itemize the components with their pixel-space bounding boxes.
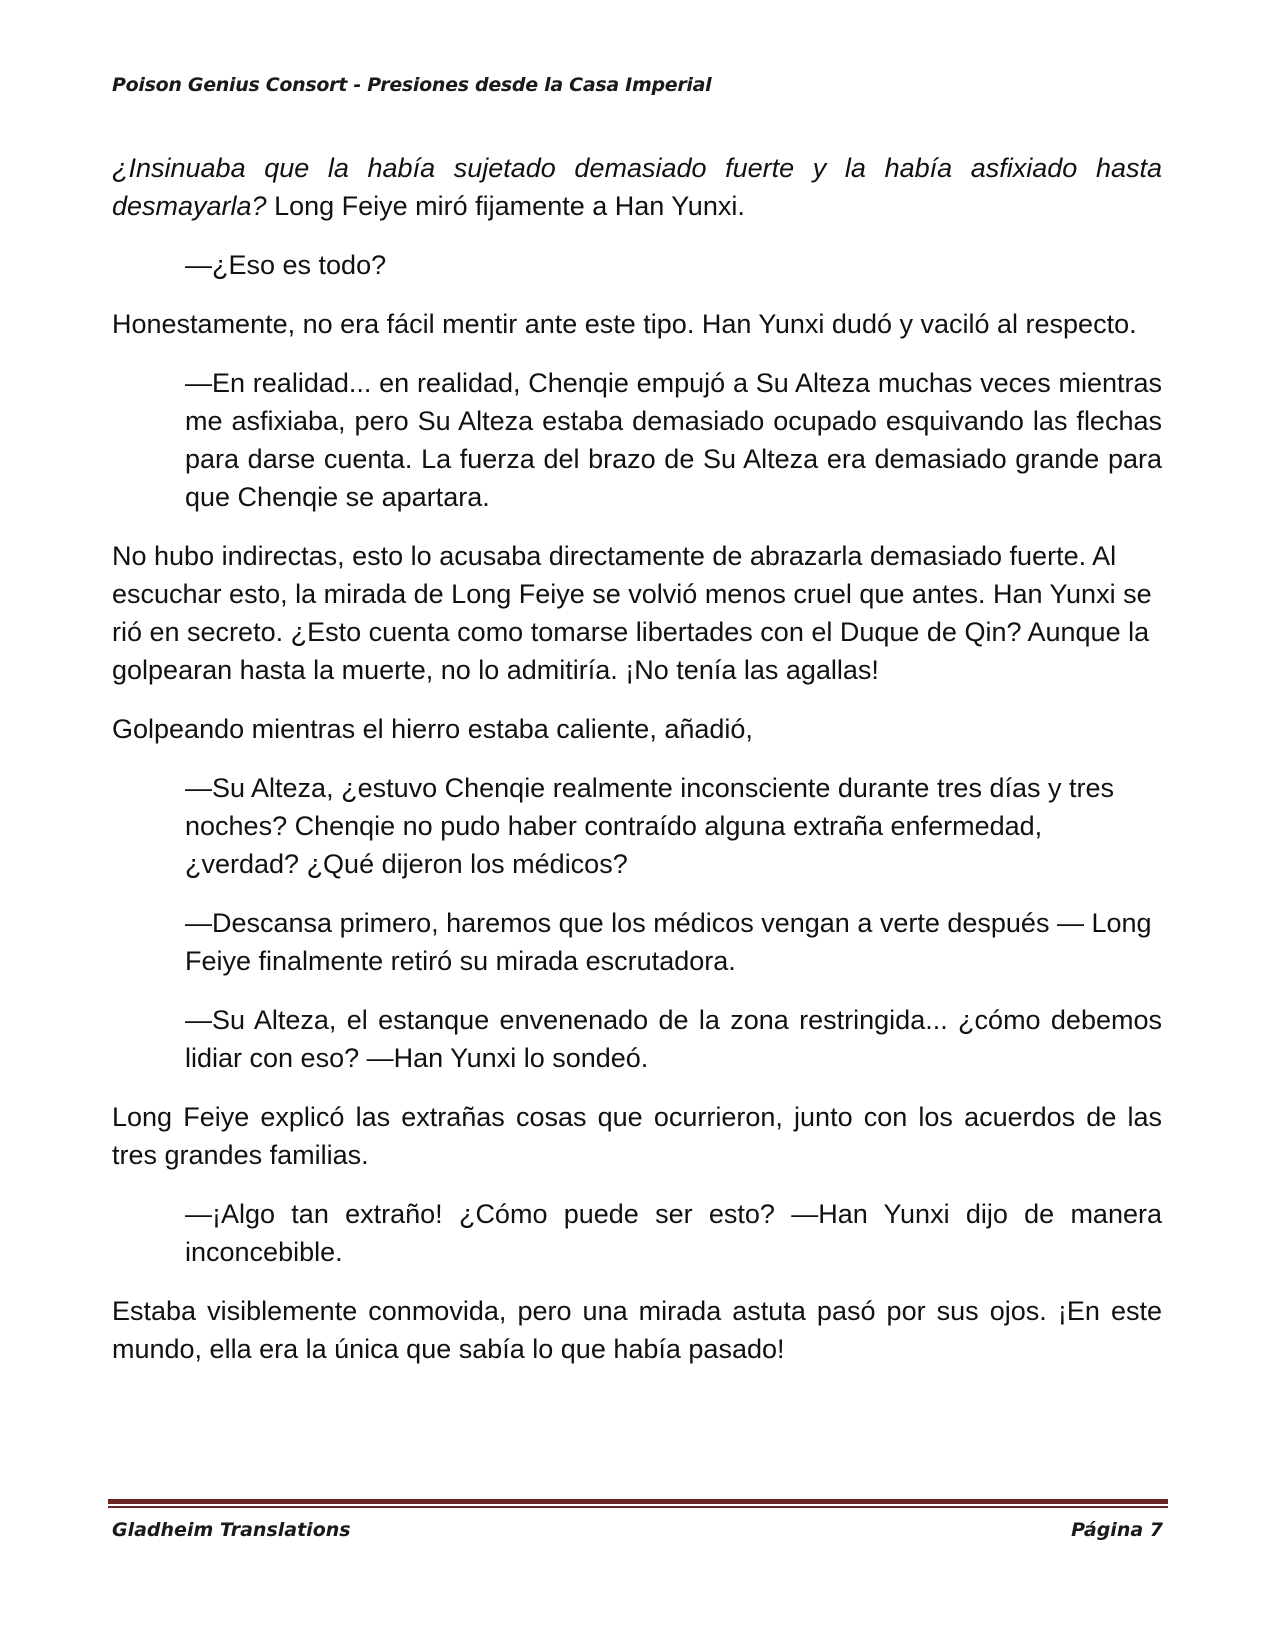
footer-divider-thin	[108, 1506, 1168, 1508]
footer-divider-thick	[108, 1499, 1168, 1504]
paragraph-1-italic: ¿Insinuaba que la había sujetado demasiado fuerte y la había asfixiado hasta desmayarla?	[112, 153, 1162, 221]
footer-divider	[108, 1499, 1168, 1508]
paragraph-3: Honestamente, no era fácil mentir ante este tipo. Han Yunxi dudó y vaciló al respecto.	[112, 309, 1137, 339]
dialog-line-5: —Su Alteza, el estanque envenenado de la zona restringida... ¿cómo debemos lidiar con eso? —Han Yunxi lo sondeó.	[185, 1005, 1162, 1073]
dialog-line-1: —¿Eso es todo?	[185, 250, 387, 280]
paragraph-10: Long Feiye explicó las extrañas cosas que ocurrieron, junto con los acuerdos de las tres grandes familias.	[112, 1102, 1162, 1170]
document-body	[112, 149, 1162, 1389]
footer-publisher: Gladheim Translations	[112, 1519, 351, 1541]
paragraph-6: Golpeando mientras el hierro estaba caliente, añadió,	[112, 714, 753, 744]
dialog-line-4: —Descansa primero, haremos que los médicos vengan a verte después — Long Feiye finalmente retiró su mirada escrutadora.	[185, 908, 1152, 976]
paragraph-1-rest: Long Feiye miró fijamente a Han Yunxi.	[266, 191, 745, 221]
footer-page-number: Página 7	[1071, 1519, 1163, 1541]
dialog-line-3: —Su Alteza, ¿estuvo Chenqie realmente inconsciente durante tres días y tres noches? Chenqie no pudo haber contraído alguna extraña enfermedad, ¿verdad? ¿Qué dijeron los médicos?	[185, 773, 1114, 879]
paragraph-12: Estaba visiblemente conmovida, pero una mirada astuta pasó por sus ojos. ¡En este mundo, ella era la única que sabía lo que había pasado!	[112, 1296, 1162, 1364]
paragraph-5: No hubo indirectas, esto lo acusaba directamente de abrazarla demasiado fuerte. Al escuchar esto, la mirada de Long Feiye se volvió menos cruel que antes. Han Yunxi se rió en secreto. ¿Esto cuenta como tomarse libertades con el Duque de Qin? Aunque la golpearan hasta la muerte, no lo admitiría. ¡No tenía las agallas!	[112, 541, 1152, 685]
paragraph-1	[112, 149, 1162, 225]
dialog-line-2: —En realidad... en realidad, Chenqie empujó a Su Alteza muchas veces mientras me asfixiaba, pero Su Alteza estaba demasiado ocupado esquivando las flechas para darse cuenta. La fuerza del brazo de Su Alteza era demasiado grande para que Chenqie se apartara.	[185, 368, 1162, 512]
dialog-line-6: —¡Algo tan extraño! ¿Cómo puede ser esto? —Han Yunxi dijo de manera inconcebible.	[185, 1199, 1162, 1267]
page-header-title: Poison Genius Consort - Presiones desde la Casa Imperial	[112, 74, 712, 96]
